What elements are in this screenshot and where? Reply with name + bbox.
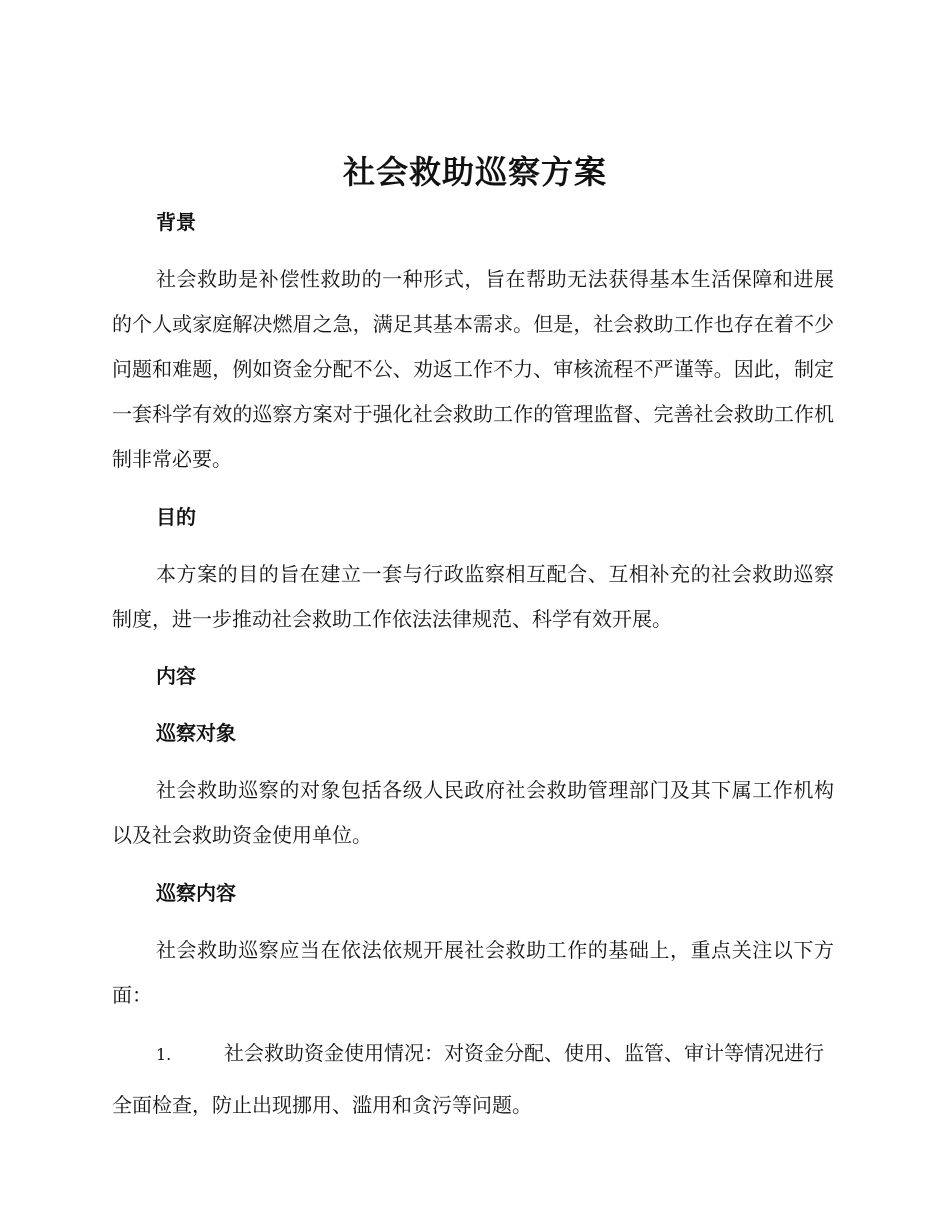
paragraph-background: 社会救助是补偿性救助的一种形式，旨在帮助无法获得基本生活保障和进展的个人或家庭解决燃眉之急，满足其基本需求。但是，社会救助工作也存在着不少问题和难题，例如资金分配不公、劝返工作不力、审核流程不严谨等。因此，制定一套科学有效的巡察方案对于强化社会救助工作的管理监督、完善社会救助工作机制非常必要。 [112, 267, 834, 471]
section-heading-purpose: 目的 [156, 505, 196, 529]
paragraph-scope: 社会救助巡察应当在依法依规开展社会救助工作的基础上，重点关注以下方面： [112, 938, 834, 1007]
section-heading-content: 内容 [156, 664, 196, 688]
section-heading-scope: 巡察内容 [156, 881, 236, 905]
section-heading-targets: 巡察对象 [156, 721, 236, 745]
document-title: 社会救助巡察方案 [342, 153, 607, 191]
list-item-number: 1. [156, 1045, 172, 1064]
list-item [112, 1028, 834, 1130]
section-heading-background: 背景 [156, 210, 196, 234]
paragraph-targets: 社会救助巡察的对象包括各级人民政府社会救助管理部门及其下属工作机构以及社会救助资金使用单位。 [112, 778, 834, 847]
paragraph-purpose: 本方案的目的旨在建立一套与行政监察相互配合、互相补充的社会救助巡察制度，进一步推动社会救助工作依法法律规范、科学有效开展。 [112, 562, 834, 631]
list-item-text: 社会救助资金使用情况：对资金分配、使用、监管、审计等情况进行全面检查，防止出现挪用、滥用和贪污等问题。 [112, 1041, 824, 1117]
